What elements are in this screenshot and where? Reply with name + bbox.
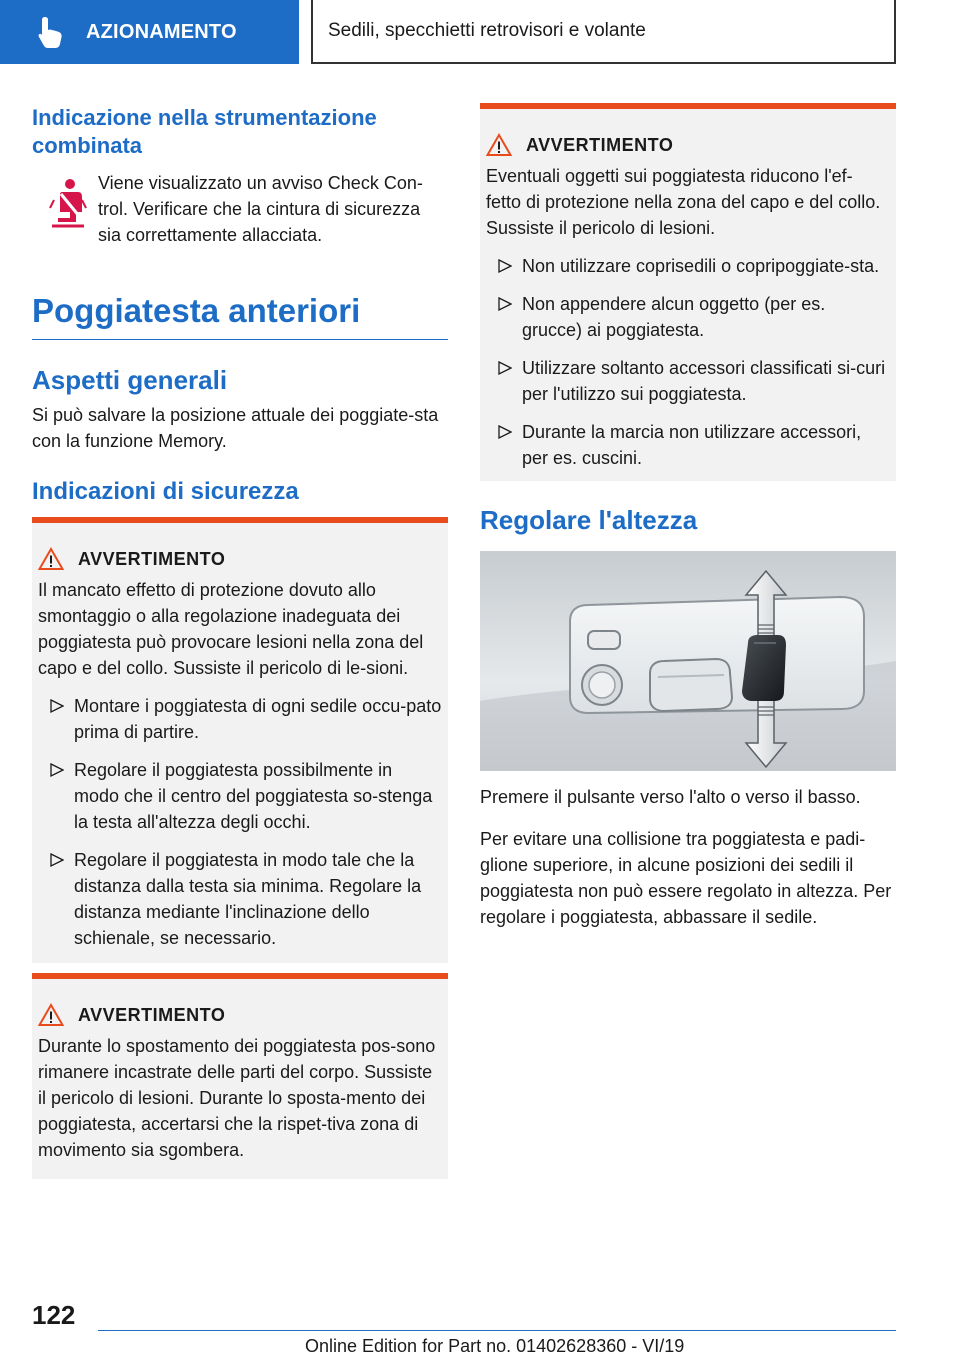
instrument-cluster-text: Viene visualizzato un avviso Check Con-trol. Verificare che la cintura di sicurezza sia correttamente allacciata.	[98, 173, 423, 245]
triangle-bullet-icon	[498, 258, 512, 274]
instrument-cluster-heading: Indicazione nella strumentazione combinata	[32, 105, 377, 158]
triangle-bullet-icon	[498, 360, 512, 376]
warning-label-3: AVVERTIMENTO	[526, 134, 674, 155]
bullet-text: Non utilizzare coprisedili o copripoggiate-sta.	[522, 256, 880, 276]
chapter-title: Sedili, specchietti retrovisori e volante	[328, 20, 646, 41]
pointing-hand-icon	[36, 15, 64, 49]
page-number: 122	[32, 1300, 76, 1330]
warning-box-2	[32, 973, 448, 1179]
triangle-bullet-icon	[498, 296, 512, 312]
footer-rule	[98, 1330, 896, 1331]
height-heading: Regolare l'altezza	[480, 505, 698, 535]
height-text-2: Per evitare una collisione tra poggiatesta e padi-glione superiore, in alcune posizioni dei sedili il poggiatesta non può essere regolato in altezza. Per regolare i poggiatesta, abbassare il sedile.	[480, 829, 892, 927]
list-item	[38, 757, 442, 835]
triangle-bullet-icon	[498, 424, 512, 440]
warning-bullets-1	[38, 693, 442, 951]
warning-triangle-icon	[38, 547, 64, 571]
headrest-switch-illustration	[480, 551, 896, 771]
bullet-text: Regolare il poggiatesta possibilmente in modo che il centro del poggiatesta so-stenga la testa all'altezza degli occhi.	[74, 760, 433, 832]
warning-bullets-3	[486, 253, 890, 471]
list-item	[486, 419, 890, 471]
chapter-header	[311, 0, 896, 64]
triangle-bullet-icon	[50, 852, 64, 868]
bullet-text: Regolare il poggiatesta in modo tale che la distanza dalla testa sia minima. Regolare la distanza mediante l'inclinazione dello schienale, se necessario.	[74, 850, 422, 948]
bullet-text: Durante la marcia non utilizzare accessori, per es. cuscini.	[522, 422, 862, 468]
warning-triangle-icon	[38, 1003, 64, 1027]
warning-label-1: AVVERTIMENTO	[78, 548, 226, 569]
safety-heading: Indicazioni di sicurezza	[32, 478, 299, 505]
warning-title-2	[38, 1003, 442, 1027]
edition-text: Online Edition for Part no. 01402628360 - VI/19	[305, 1336, 685, 1356]
bullet-text: Non appendere alcun oggetto (per es. grucce) ai poggiatesta.	[522, 294, 826, 340]
warning-title-3	[486, 133, 890, 157]
warning-label-2: AVVERTIMENTO	[78, 1004, 226, 1025]
warning-text-3: Eventuali oggetti sui poggiatesta riducono l'ef-fetto di protezione nella zona del capo e del collo. Sussiste il pericolo di lesioni.	[486, 166, 881, 238]
warning-box-3	[480, 103, 896, 481]
bullet-text: Montare i poggiatesta di ogni sedile occu-pato prima di partire.	[74, 696, 442, 742]
main-title: Poggiatesta anteriori	[32, 292, 361, 329]
list-item	[486, 253, 890, 279]
list-item	[486, 355, 890, 407]
warning-text-2: Durante lo spostamento dei poggiatesta pos-sono rimanere incastrate delle parti del corpo. Sussiste il pericolo di lesioni. Durante lo sposta-mento dei poggiatesta, accertarsi che la rispet-tiva zona di movimento sia sgombera.	[38, 1036, 436, 1160]
section-tab-label: AZIONAMENTO	[86, 20, 237, 43]
general-text: Si può salvare la posizione attuale dei poggiate-sta con la funzione Memory.	[32, 405, 439, 451]
height-text-1: Premere il pulsante verso l'alto o verso il basso.	[480, 787, 861, 807]
triangle-bullet-icon	[50, 762, 64, 778]
general-heading: Aspetti generali	[32, 365, 228, 395]
list-item	[38, 693, 442, 745]
warning-box-1	[32, 517, 448, 963]
warning-triangle-icon	[486, 133, 512, 157]
main-title-rule	[32, 292, 448, 340]
warning-title-1	[38, 547, 442, 571]
triangle-bullet-icon	[50, 698, 64, 714]
seatbelt-warning-icon	[48, 178, 88, 230]
list-item	[486, 291, 890, 343]
list-item	[38, 847, 442, 951]
section-tab[interactable]	[0, 0, 299, 64]
warning-text-1: Il mancato effetto di protezione dovuto allo smontaggio o alla regolazione inadeguata dei poggiatesta può provocare lesioni nella zona del capo e del collo. Sussiste il pericolo di le-sioni.	[38, 580, 424, 678]
bullet-text: Utilizzare soltanto accessori classificati si-curi per l'utilizzo sui poggiatesta.	[522, 358, 886, 404]
